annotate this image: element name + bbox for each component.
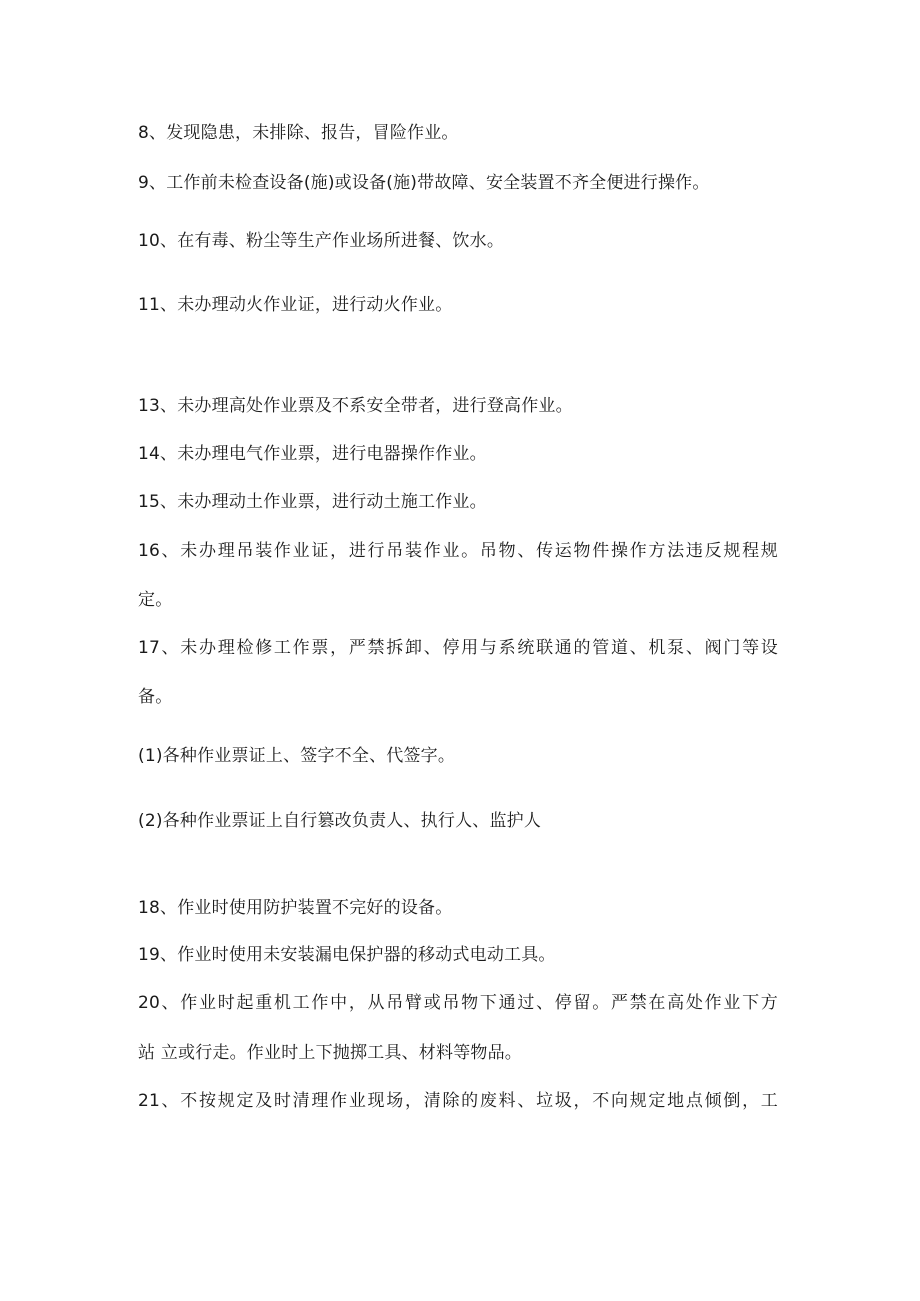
text-line-item-18: 18、作业时使用防护装置不完好的设备。 [138, 898, 453, 918]
text-line-item-16: 16、未办理吊装作业证，进行吊装作业。吊物、传运物件操作方法违反规程规 [138, 541, 778, 561]
text-line-item-19: 19、作业时使用未安装漏电保护器的移动式电动工具。 [138, 945, 556, 965]
text-line-item-13: 13、未办理高处作业票及不系安全带者，进行登高作业。 [138, 396, 573, 416]
text-line-sub-1: (1)各种作业票证上、签字不全、代签字。 [138, 746, 456, 766]
text-line-item-8: 8、发现隐患，未排除、报告，冒险作业。 [138, 123, 459, 143]
text-line-item-14: 14、未办理电气作业票，进行电器操作作业。 [138, 444, 487, 464]
text-line-item-11: 11、未办理动火作业证，进行动火作业。 [138, 295, 453, 315]
text-line-item-20-cont: 站 立或行走。作业时上下抛掷工具、材料等物品。 [138, 1043, 523, 1063]
text-line-item-9: 9、工作前未检查设备(施)或设备(施)带故障、安全装置不齐全便进行操作。 [138, 173, 710, 193]
text-line-item-15: 15、未办理动土作业票，进行动土施工作业。 [138, 492, 487, 512]
text-line-item-17-cont: 备。 [138, 687, 173, 707]
text-line-item-10: 10、在有毒、粉尘等生产作业场所进餐、饮水。 [138, 231, 505, 251]
text-line-item-16-cont: 定。 [138, 590, 173, 610]
text-line-item-20: 20、作业时起重机工作中，从吊臂或吊物下通过、停留。严禁在高处作业下方 [138, 993, 778, 1013]
text-line-item-21: 21、不按规定及时清理作业现场，清除的废料、垃圾，不向规定地点倾倒，工 [138, 1091, 778, 1111]
text-line-sub-2: (2)各种作业票证上自行篡改负责人、执行人、监护人 [138, 811, 542, 831]
text-line-item-17: 17、未办理检修工作票，严禁拆卸、停用与系统联通的管道、机泵、阀门等设 [138, 638, 778, 658]
